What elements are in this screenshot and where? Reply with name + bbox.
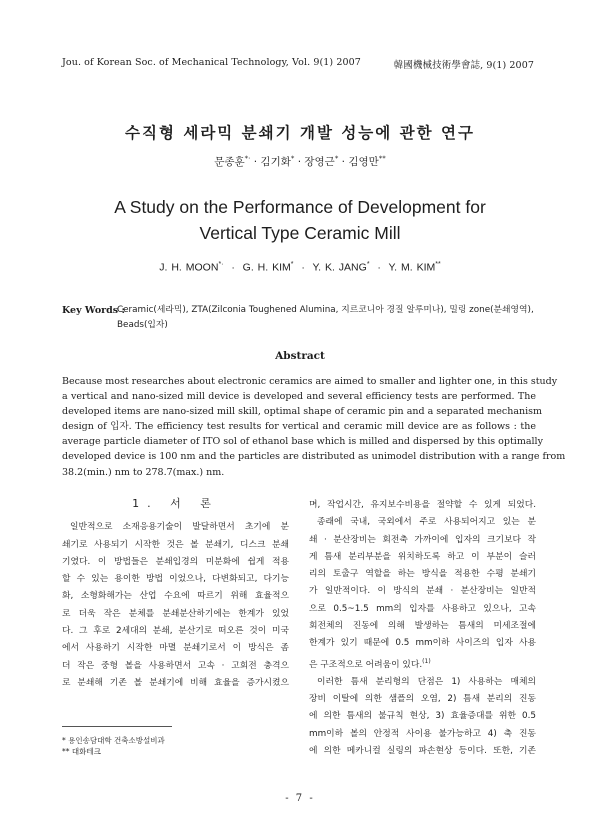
title-en-line-1: A Study on the Performance of Development for — [114, 197, 486, 217]
abstract-line: design of 입자. The efficiency test results for vertical and ceramic mill device are as follows : the — [62, 421, 536, 433]
body-line: 에 의한 메카니컬 실링의 파손현상 등이다. 또한, 기존 — [309, 746, 536, 757]
body-line: 이러한 틈새 분리형의 단점은 1) 사용하는 매체의 — [317, 676, 536, 687]
title-english — [0, 194, 600, 246]
abstract-title: Abstract — [275, 350, 325, 362]
title-en-line-2: Vertical Type Ceramic Mill — [199, 223, 401, 243]
body-line: mm이하 볼의 안정적 사이용 불가능하고 4) 축 진동 — [309, 728, 536, 739]
body-line: 일반적으로 소재응용기술이 발달하면서 초기에 분 — [70, 522, 289, 533]
body-line: 으로 0.5~1.5 mm의 입자를 사용하고 있으나, 고속 — [309, 603, 536, 614]
left-column — [62, 495, 289, 692]
body-line: 한계가 있기 때문에 0.5 mm이하 사이즈의 입자 사용 — [309, 638, 536, 649]
body-line: 게 틈새 분리부분을 위치하도록 하고 이 부분이 슬러 — [309, 551, 536, 562]
author-ko-4: 김영만 — [348, 156, 379, 168]
body-line: 회전체의 진동에 의해 발생하는 틈새의 미세조절에 — [309, 621, 536, 632]
journal-header-right: 韓國機械技術學會誌, 9(1) 2007 — [393, 60, 534, 71]
body-line: 에 의한 틈새의 불규칙 현상, 3) 효율증대를 위한 0.5 — [309, 711, 536, 722]
body-line: 가 일반적이다. 이 방식의 분쇄 · 분산장비는 일반적 — [309, 586, 536, 597]
body-line: 로 더욱 작은 분체를 분쇄분산하기에는 한계가 있었 — [62, 608, 289, 619]
abstract-body — [62, 374, 566, 480]
author-ko-3: 장영근 — [304, 156, 335, 168]
abstract-line: developed items are nano-sized mill skill, optimal shape of ceramic pin and a separated mechanism — [62, 406, 543, 418]
keywords-text — [117, 303, 547, 333]
body-line: 로 분쇄해 기존 볼 분쇄기에 비해 효율을 증가시켰으 — [62, 677, 289, 688]
author-en-2: G. H. KIM — [242, 261, 291, 274]
page-number: - 7 - — [285, 793, 315, 804]
body-line: 다. 그 후로 2세대의 분쇄, 분산기로 떠오른 것이 미국 — [62, 626, 289, 637]
author-en-4: Y. M. KIM — [388, 261, 436, 274]
body-line: 쇄 · 분산장비는 회전축 가까이에 입자의 크기보다 작 — [309, 534, 536, 545]
abstract-line: 38.2(min.) nm to 278.7(max.) nm. — [62, 466, 225, 478]
footnote-2: ** 대화테크 — [62, 747, 101, 756]
right-column — [309, 497, 536, 760]
body-line: 장비 이탈에 의한 샘플의 오염, 2) 틈새 분리의 진동 — [309, 694, 536, 705]
body-line: 종래에 국내, 국외에서 주로 사용되어지고 있는 분 — [317, 517, 536, 528]
footnotes — [62, 735, 292, 757]
section-heading: 1. 서 론 — [132, 497, 219, 510]
body-line: 에서 사용하기 시작한 마멸 분쇄기로서 이 방식은 좀 — [62, 643, 289, 654]
abstract-line: a vertical and nano-sized mill device is developed and several efficiency tests are performed. The — [62, 391, 536, 403]
authors-english: J. H. MOON*· · G. H. KIM* · Y. K. JANG* · Y. M. KIM** — [159, 261, 441, 274]
keywords-line-2: Beads(입자) — [117, 320, 168, 330]
authors-korean: 문종훈*· · 김기화* · 장영근* · 김영만** — [214, 154, 386, 168]
author-en-3: Y. K. JANG — [312, 261, 367, 274]
keywords-line-1: Ceramic(세라믹), ZTA(Zilconia Toughened Alumina, 지르코니아 경질 알루미나), 밀링 zone(분쇄영역), — [117, 305, 534, 315]
journal-header-left: Jou. of Korean Soc. of Mechanical Technology, Vol. 9(1) 2007 — [62, 57, 361, 68]
abstract-line: Because most researches about electronic ceramics are aimed to smaller and lighter one, in this study — [62, 376, 558, 387]
body-line: 기였다. 이 방법들은 분쇄입경의 미분화에 쉽게 적용 — [62, 556, 289, 567]
body-line: 리의 토출구 역할을 하는 방식을 적용한 수평 분쇄기 — [309, 569, 536, 580]
body-line: 며, 작업시간, 유지보수비용을 절약할 수 있게 되었다. — [309, 500, 536, 510]
author-en-1: J. H. MOON — [159, 261, 219, 274]
body-line: 더 작은 중형 볼을 사용하면서 고속 · 고회전 충격으 — [62, 660, 289, 671]
title-korean: 수직형 세라믹 분쇄기 개발 성능에 관한 연구 — [125, 123, 475, 142]
author-ko-2: 김기화 — [260, 156, 291, 168]
author-ko-1: 문종훈 — [214, 156, 245, 168]
abstract-line: developed device is 100 nm and the particles are distributed as unimodel distribution with a range from — [62, 451, 566, 463]
abstract-line: average particle diameter of ITO sol of ethanol base which is milled and dispersed by this optimally — [62, 436, 543, 448]
body-line: 쇄기로 사용되기 시작한 것은 볼 분쇄기, 디스크 분쇄 — [62, 539, 289, 550]
body-line: 화, 소형화해가는 산업 수요에 따르기 위해 효율적으 — [62, 591, 289, 602]
body-line: 은 구조적으로 어려움이 있다.$^{(1)}$ — [309, 657, 431, 670]
citation-mark: (1) — [422, 657, 431, 665]
body-line: 할 수 있는 용이한 방법 이었으나, 다변화되고, 다기능 — [62, 574, 289, 585]
footnote-1: * 용인송담대학 건축소방설비과 — [62, 736, 165, 745]
footnote-rule — [62, 726, 172, 727]
keywords-label: Key Words : — [62, 305, 125, 316]
